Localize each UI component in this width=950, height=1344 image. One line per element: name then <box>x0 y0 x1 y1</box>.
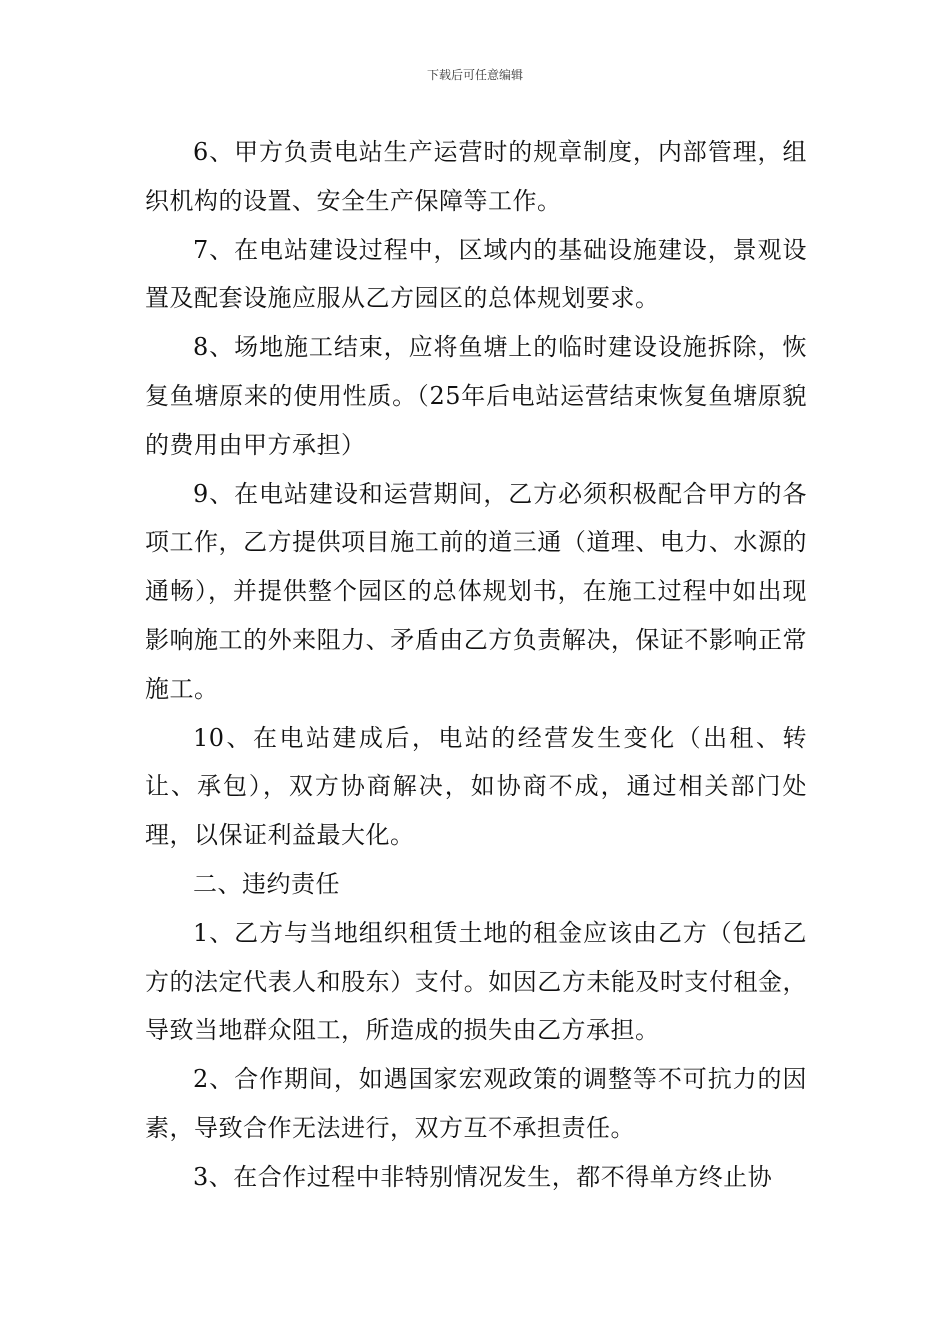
page-header: 下载后可任意编辑 <box>426 68 523 82</box>
clause-8: 8、场地施工结束，应将鱼塘上的临时建设设施拆除，恢复鱼塘原来的使用性质。（25年后电站运营结束恢复鱼塘原貌的费用由甲方承担） <box>145 333 807 459</box>
clause-10: 10、在电站建成后，电站的经营发生变化（出租、转让、承包），双方协商解决，如协商不成，通过相关部门处理，以保证利益最大化。 <box>145 723 807 850</box>
section-heading-breach-liability: 二、违约责任 <box>193 869 340 898</box>
breach-clause-3: 3、在合作过程中非特别情况发生，都不得单方终止协 <box>193 1162 773 1191</box>
breach-clause-1: 1、乙方与当地组织租赁土地的租金应该由乙方（包括乙方的法定代表人和股东）支付。如因乙方未能及时支付租金，导致当地群众阻工，所造成的损失由乙方承担。 <box>145 918 807 1045</box>
clause-6: 6、甲方负责电站生产运营时的规章制度，内部管理，组织机构的设置、安全生产保障等工作。 <box>145 138 807 215</box>
clause-7: 7、在电站建设过程中，区域内的基础设施建设，景观设置及配套设施应服从乙方园区的总体规划要求。 <box>145 235 807 313</box>
breach-clause-2: 2、合作期间，如遇国家宏观政策的调整等不可抗力的因素，导致合作无法进行，双方互不承担责任。 <box>145 1065 807 1142</box>
clause-9: 9、在电站建设和运营期间，乙方必须积极配合甲方的各项工作，乙方提供项目施工前的道三通（道理、电力、水源的通畅），并提供整个园区的总体规划书，在施工过程中如出现影响施工的外来阻力、矛盾由乙方负责解决，保证不影响正常施工。 <box>145 479 807 703</box>
document-body <box>145 128 807 1202</box>
